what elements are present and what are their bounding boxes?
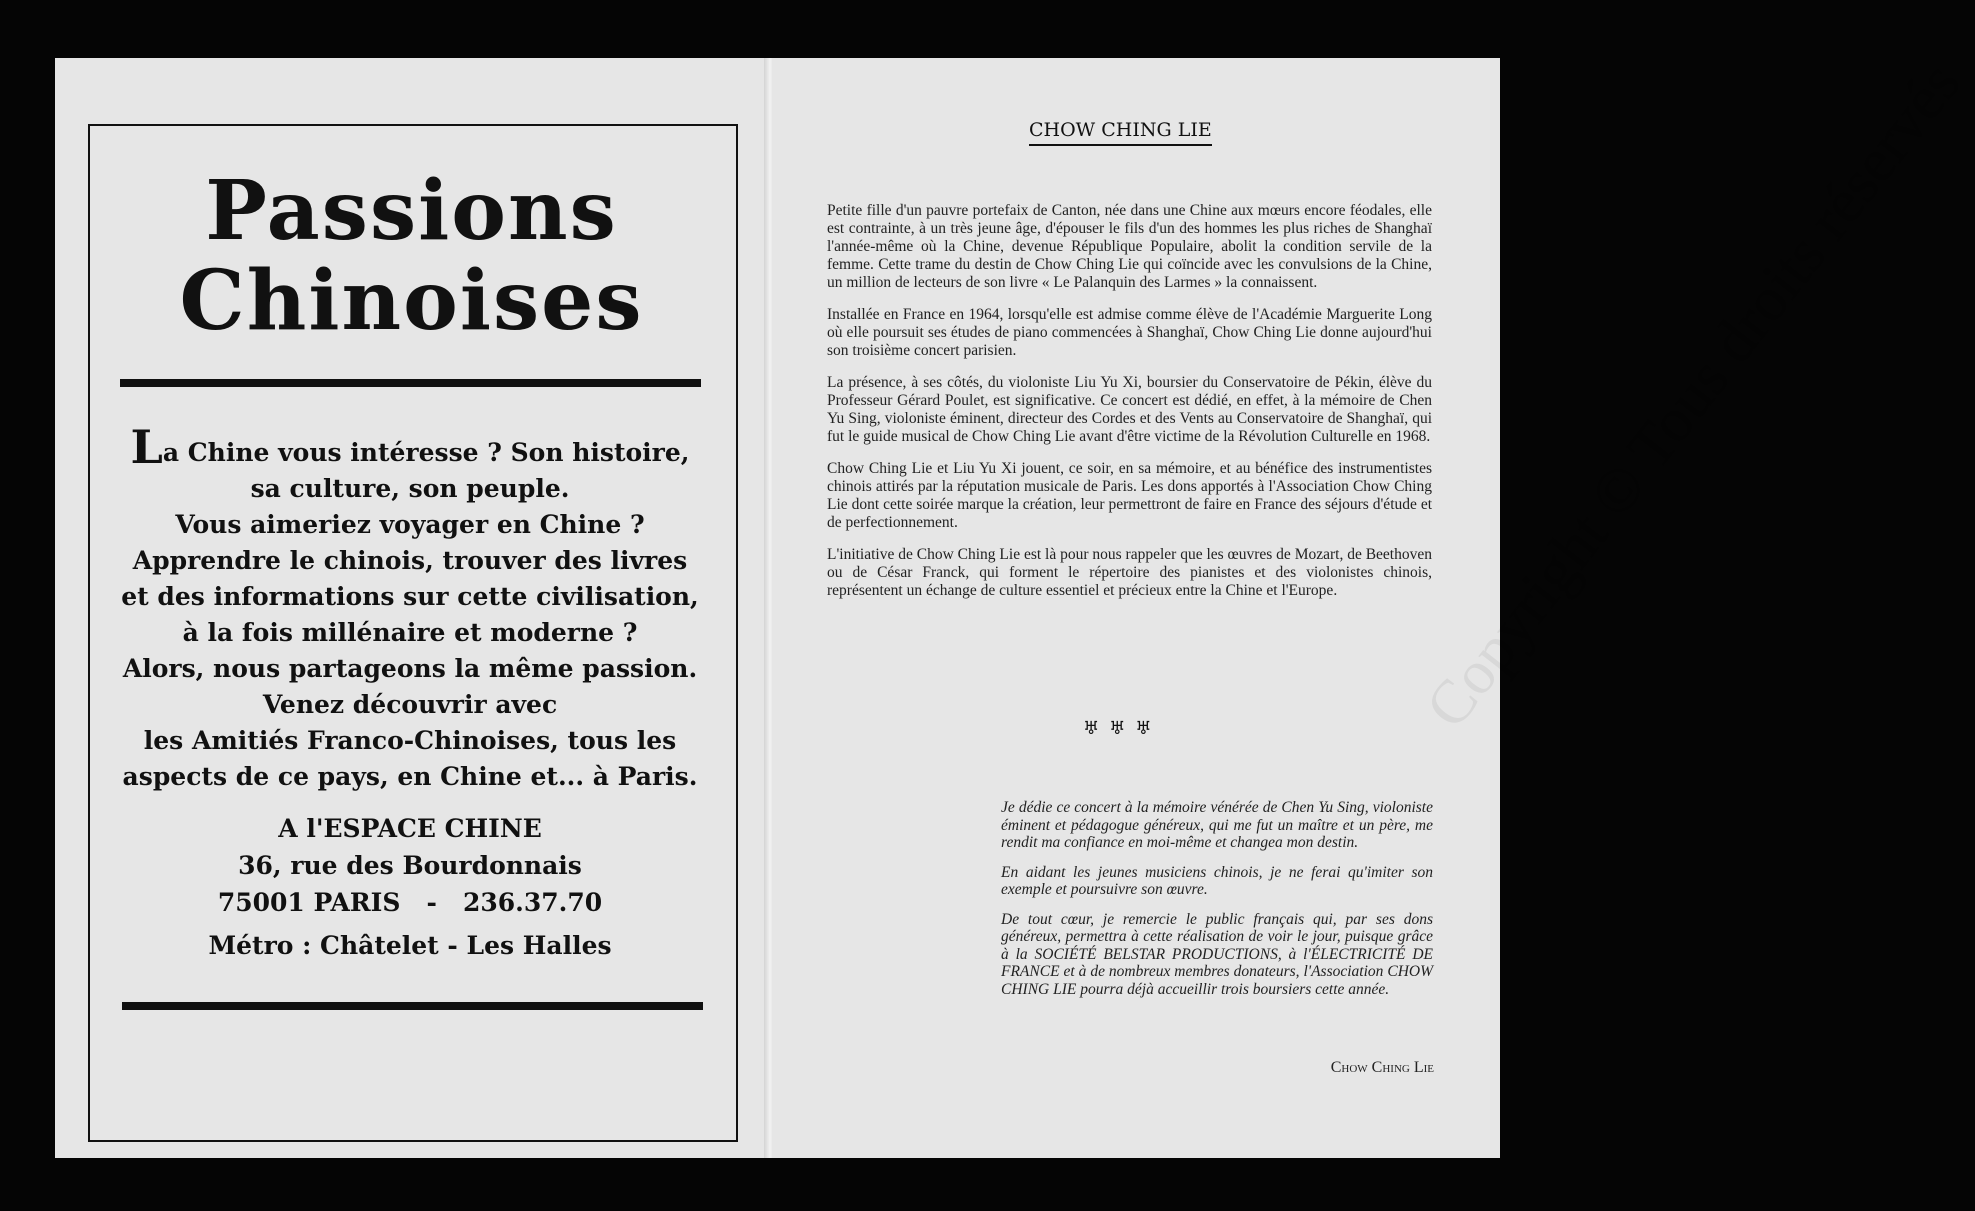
- dedication-paragraph: Je dédie ce concert à la mémoire vénérée de Chen Yu Sing, violoniste éminent et pédagogue généreux, qui me fut un maître et un père, me rendit ma confiance en moi-même et changea mon destin.: [1001, 799, 1433, 851]
- ad-title-line-2: Chinoises: [179, 253, 644, 350]
- ad-top-rule: [120, 379, 701, 387]
- ad-body-line: et des informations sur cette civilisation,: [121, 582, 699, 611]
- metro-line: Métro : Châtelet - Les Halles: [208, 931, 612, 960]
- biography-paragraph: Petite fille d'un pauvre portefaix de Canton, née dans une Chine aux mœurs encore féodales, elle est contrainte, à un très jeune âge, d'épouser le fils d'un des hommes les plus riches de Shanghaï l'année-même où la Chine, devenue République Populaire, abolit la condition servile de la femme. Cette trame du destin de Chow Ching Lie qui coïncide avec les convulsions de la Chine, un million de lecteurs de son livre « Le Palanquin des Larmes » la connaissent.: [827, 202, 1432, 291]
- ad-title: [55, 163, 768, 350]
- ad-bottom-rule: [122, 1002, 703, 1010]
- ad-body-line: Alors, nous partageons la même passion.: [122, 654, 698, 683]
- ad-body-line: Apprendre le chinois, trouver des livres: [132, 546, 688, 575]
- dedication-paragraph: En aidant les jeunes musiciens chinois, je ne ferai qu'imiter son exemple et poursuivre son œuvre.: [1001, 863, 1433, 898]
- ad-title-line-1: Passions: [205, 163, 618, 259]
- page-title: CHOW CHING LIE: [1029, 119, 1212, 146]
- address-line: 75001 PARIS - 236.37.70: [217, 888, 603, 917]
- watermark: Copyright © Tous droits réservés: [1412, 49, 1974, 741]
- ad-body-first-line: a Chine vous intéresse ? Son histoire,: [162, 438, 690, 467]
- dedication: [1001, 799, 1433, 1010]
- right-page: [772, 49, 1974, 1158]
- ad-body: [110, 420, 710, 795]
- ad-body-line: aspects de ce pays, en Chine et... à Paris.: [122, 762, 698, 791]
- ad-body-line: Venez découvrir avec: [262, 690, 558, 719]
- ad-body-line: sa culture, son peuple.: [250, 474, 570, 503]
- ornament-icon: ♅♅♅: [1083, 718, 1162, 739]
- left-page: [55, 58, 768, 1158]
- ad-body-line: Vous aimeriez voyager en Chine ?: [175, 510, 645, 539]
- biography-paragraph: L'initiative de Chow Ching Lie est là pour nous rappeler que les œuvres de Mozart, de Beethoven ou de César Franck, qui forment le répertoire des pianistes et des violonistes chinois, représentent un échange de culture essentiel et précieux entre la Chine et l'Europe.: [827, 546, 1432, 599]
- ad-body-line: à la fois millénaire et moderne ?: [182, 618, 638, 647]
- ad-dropcap: L: [130, 420, 163, 474]
- biography-paragraph: La présence, à ses côtés, du violoniste Liu Yu Xi, boursier du Conservatoire de Pékin, élève du Professeur Gérard Poulet, est significative. Ce concert est dédié, en effet, à la mémoire de Chen Yu Sing, violoniste éminent, directeur des Cordes et des Vents au Conservatoire de Shanghaï, qui fut le guide musical de Chow Ching Lie avant d'être victime de la Révolution Culturelle en 1968.: [827, 374, 1432, 445]
- ad-body-line: [110, 420, 710, 474]
- biography-paragraph: Installée en France en 1964, lorsqu'elle est admise comme élève de l'Académie Marguerite Long où elle poursuit ses études de piano commencées à Shanghaï, Chow Ching Lie donne aujourd'hui son troisième concert parisien.: [827, 306, 1432, 359]
- ad-body-line: les Amitiés Franco-Chinoises, tous les: [143, 726, 677, 755]
- signature: Chow Ching Lie: [1330, 1059, 1434, 1076]
- address-line: A l'ESPACE CHINE: [278, 814, 542, 843]
- biography-paragraph: Chow Ching Lie et Liu Yu Xi jouent, ce soir, en sa mémoire, et au bénéfice des instrumentistes chinois attirés par la réputation musicale de Paris. Les dons apportés à l'Association Chow Ching Lie dont cette soirée marque la création, leur permettront de faire en France des séjours d'étude et de perfectionnement.: [827, 460, 1432, 531]
- biography-text: [827, 202, 1432, 614]
- address-line: 36, rue des Bourdonnais: [238, 851, 582, 880]
- dedication-paragraph: De tout cœur, je remercie le public français qui, par ses dons généreux, permettra à cette réalisation de voir le jour, puisque grâce à la SOCIÉTÉ BELSTAR PRODUCTIONS, à l'ÉLECTRICITÉ DE FRANCE et à de nombreux membres donateurs, l'Association CHOW CHING LIE pourra déjà accueillir trois boursiers cette année.: [1001, 910, 1433, 998]
- ad-address: [110, 810, 710, 964]
